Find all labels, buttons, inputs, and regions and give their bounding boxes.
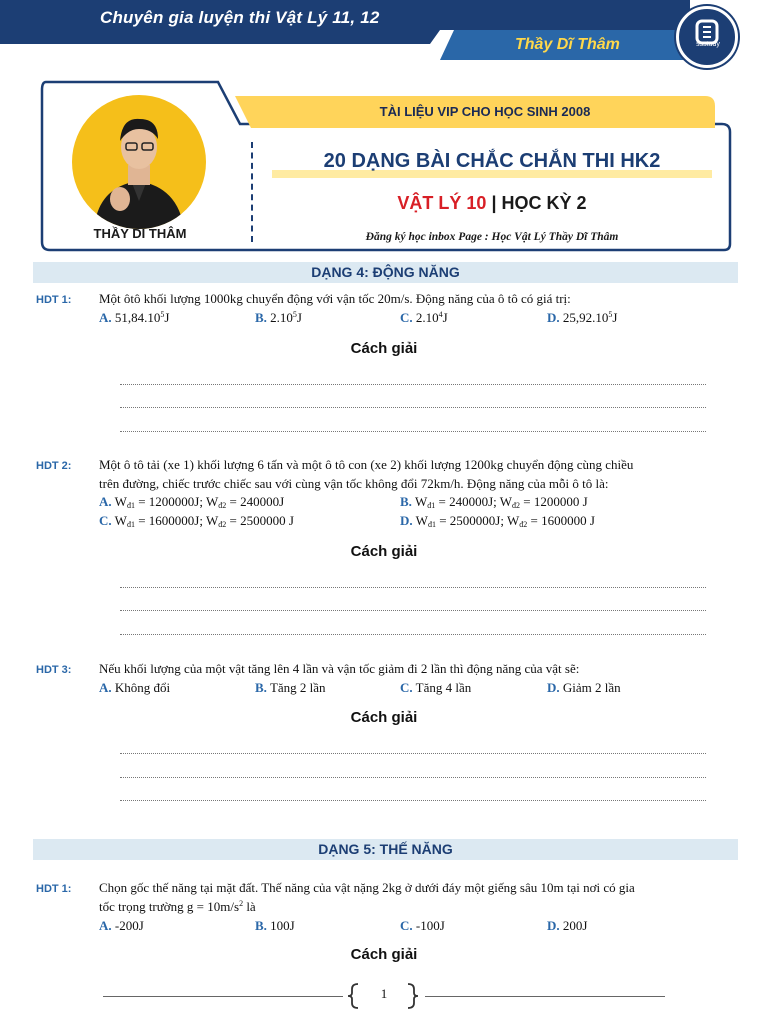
subject: VẬT LÝ 10 bbox=[397, 193, 487, 213]
teacher-avatar bbox=[72, 95, 206, 229]
answer-line bbox=[120, 431, 706, 432]
divider-dashed bbox=[251, 142, 253, 242]
solution-label: Cách giải bbox=[350, 946, 418, 963]
answer-line bbox=[120, 777, 706, 778]
question-text: Một ôtô khối lượng 1000kg chuyển động với vận tốc 20m/s. Động năng của ô tô có giá trị: bbox=[99, 291, 571, 306]
answer-line bbox=[120, 610, 706, 611]
answer-line bbox=[120, 407, 706, 408]
option-d: D. $W_{đ1} = 2500000J$; $W_{đ2} = 1600000$ J bbox=[400, 513, 595, 529]
solution-label: Cách giải bbox=[350, 709, 418, 726]
separator: | bbox=[491, 193, 497, 213]
teacher-photo bbox=[72, 95, 206, 229]
teacher-name: THẦY DĨ THÂM bbox=[93, 226, 187, 241]
answer-line bbox=[120, 634, 706, 635]
option-c: C. $W_{đ1} = 1600000J$; $W_{đ2} = 2500000$ J bbox=[99, 513, 294, 529]
section-title: DẠNG 4: ĐỘNG NĂNG bbox=[311, 264, 460, 280]
answer-line bbox=[120, 753, 706, 754]
term: HỌC KỲ 2 bbox=[501, 193, 587, 213]
answer-line bbox=[120, 800, 706, 801]
option-c: C. 2.10$^4$J bbox=[400, 310, 448, 325]
answer-line bbox=[120, 384, 706, 385]
register-note: Đăng ký học inbox Page : Học Vật Lý Thầy Dĩ Thâm bbox=[365, 231, 619, 243]
page-number: 1 bbox=[380, 986, 388, 1001]
logo-text: ssstudy bbox=[696, 41, 720, 48]
option-a: A. $W_{đ1} = 1200000J$; $W_{đ2} = 240000J$ bbox=[99, 494, 285, 510]
right-brace-icon bbox=[406, 982, 420, 1010]
question-text bbox=[99, 456, 633, 493]
footer-rule-right bbox=[425, 996, 665, 997]
question-text: Nếu khối lượng của một vật tăng lên 4 lần và vận tốc giảm đi 2 lần thì động năng của vật sẽ: bbox=[99, 661, 580, 676]
question-label: HDT 2: bbox=[36, 460, 72, 472]
option-c: C. -100J bbox=[400, 918, 445, 933]
question-line: Chọn gốc thế năng tại mặt đất. Thế năng của vật nặng 2kg ở dưới đáy một giếng sâu 10m tại nơi có gia bbox=[99, 880, 635, 895]
answer-line bbox=[120, 587, 706, 588]
option-a: A. Không đổi bbox=[99, 680, 171, 695]
question-line: trên đường, chiếc trước chiếc sau với cùng vận tốc không đổi 72km/h. Động năng của mỗi ô tô là: bbox=[99, 475, 609, 491]
question-label: HDT 1: bbox=[36, 294, 72, 306]
left-brace-icon bbox=[346, 982, 360, 1010]
section-title: DẠNG 5: THẾ NĂNG bbox=[318, 841, 453, 857]
option-b: B. 2.10$^5$J bbox=[255, 310, 302, 325]
option-c: C. Tăng 4 lần bbox=[400, 680, 472, 695]
vip-label: TÀI LIỆU VIP CHO HỌC SINH 2008 bbox=[379, 104, 591, 119]
question-line: Một ô tô tải (xe 1) khối lượng 6 tấn và một ô tô con (xe 2) khối lượng 1200kg chuyển động cùng chiều bbox=[99, 457, 634, 472]
question-label: HDT 3: bbox=[36, 664, 72, 676]
option-d: D. Giảm 2 lần bbox=[547, 680, 621, 695]
option-b: B. Tăng 2 lần bbox=[255, 680, 326, 695]
option-b: B. $W_{đ1} = 240000J$; $W_{đ2} = 1200000$ J bbox=[400, 494, 588, 510]
question-text bbox=[99, 879, 635, 916]
logo-icon bbox=[679, 9, 735, 65]
option-a: A. 51,84.10$^5$J bbox=[99, 310, 170, 325]
footer-rule-left bbox=[103, 996, 343, 997]
question-line: tốc trọng trường $g = 10m/s^2$ là bbox=[99, 898, 256, 914]
option-d: D. 25,92.10$^5$J bbox=[547, 310, 618, 325]
subject-line bbox=[262, 193, 722, 214]
ssstudy-logo bbox=[676, 6, 738, 68]
option-b: B. 100J bbox=[255, 918, 295, 933]
main-title: 20 DẠNG BÀI CHẮC CHẮN THI HK2 bbox=[323, 150, 661, 172]
solution-label: Cách giải bbox=[350, 340, 418, 357]
option-d: D. 200J bbox=[547, 918, 588, 933]
banner-title: Chuyên gia luyện thi Vật Lý 11, 12 bbox=[100, 8, 380, 27]
banner-subtitle: Thầy Dĩ Thâm bbox=[515, 36, 620, 53]
question-label: HDT 1: bbox=[36, 883, 72, 895]
solution-label: Cách giải bbox=[350, 543, 418, 560]
option-a: A. -200J bbox=[99, 918, 144, 933]
